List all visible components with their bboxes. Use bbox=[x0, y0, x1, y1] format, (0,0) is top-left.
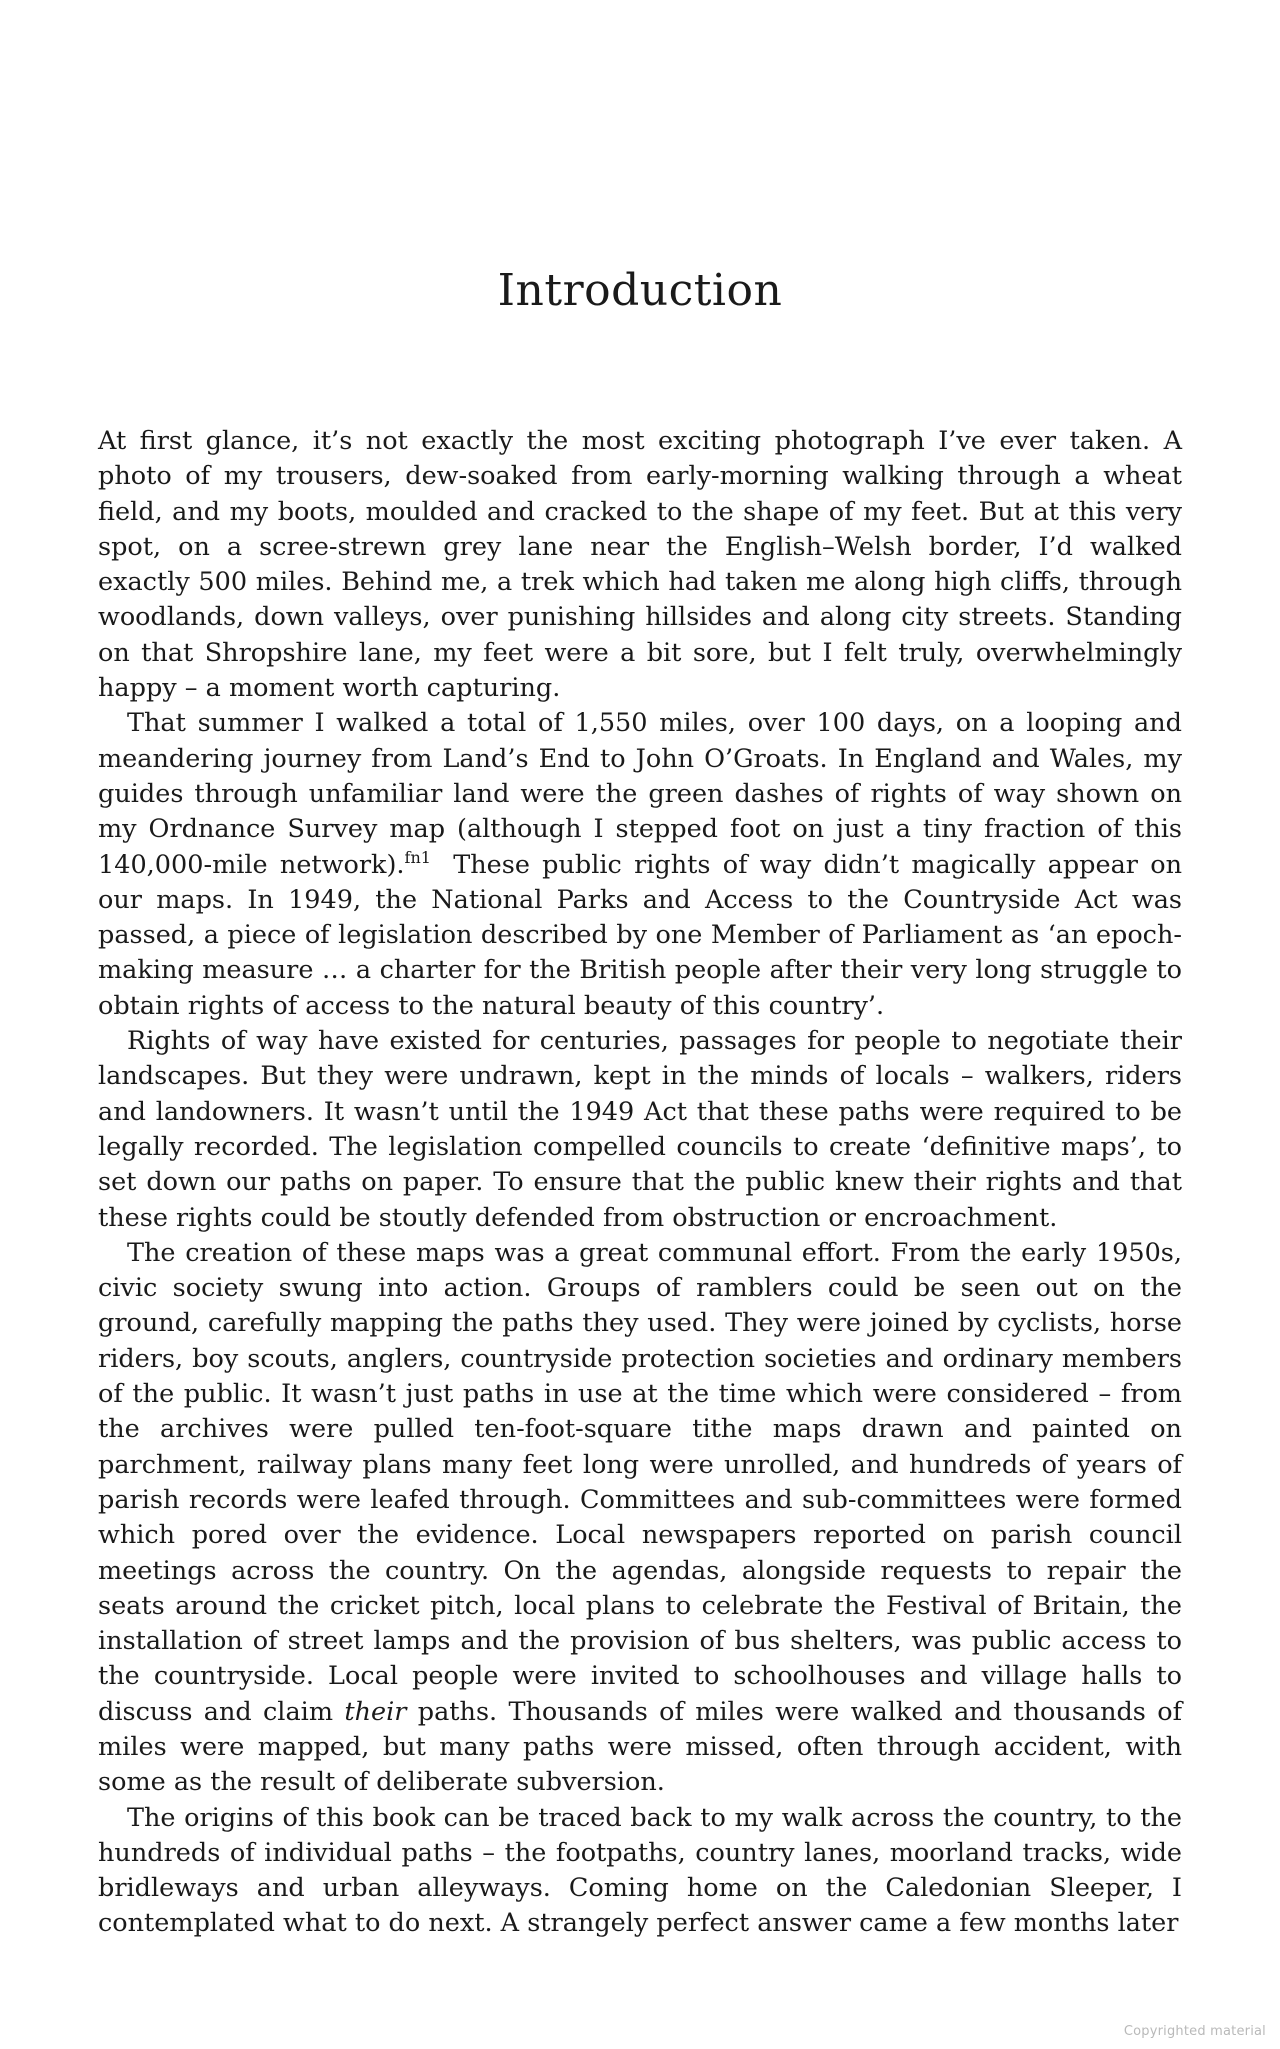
paragraph-2-text-a: That summer I walked a total of 1,550 miles, over 100 days, on a looping and meandering journey from Land’s End to John O’Groats. In England and Wales, my guides through unfamiliar land were the green dashes of rights of way shown on my Ordnance Survey map (although I stepped foot on just a tiny fraction of this 140,000-mile network). bbox=[98, 708, 1182, 880]
copyright-watermark: Copyrighted material bbox=[1123, 2024, 1266, 2039]
paragraph-3: Rights of way have existed for centuries, passages for people to negotiate their landscapes. But they were undrawn, kept in the minds of locals – walkers, riders and landowners. It wasn’t until the 1949 Act that these paths were required to be legally recorded. The legislation compelled councils to create ‘definitive maps’, to set down our paths on paper. To ensure that the public knew their rights and that these rights could be stoutly defended from obstruction or encroachment. bbox=[98, 1026, 1182, 1233]
paragraph-1: At first glance, it’s not exactly the most exciting photograph I’ve ever taken. A photo of my trousers, dew-soaked from early-morning walking through a wheat field, and my boots, moulded and cracked to the shape of my feet. But at this very spot, on a scree-strewn grey lane near the English–Welsh border, I’d walked exactly 500 miles. Behind me, a trek which had taken me along high cliffs, through woodlands, down valleys, over punishing hillsides and along city streets. Standing on that Shropshire lane, my feet were a bit sore, but I felt truly, overwhelmingly happy – a moment worth capturing. bbox=[98, 426, 1182, 704]
paragraph-4 bbox=[98, 1236, 1182, 1801]
chapter-title: Introduction bbox=[497, 265, 783, 316]
paragraph-5: The origins of this book can be traced back to my walk across the country, to the hundreds of individual paths – the footpaths, country lanes, moorland tracks, wide bridleways and urban alleyways. Coming home on the Caledonian Sleeper, I contemplated what to do next. A strangely perfect answer came a few months later bbox=[98, 1802, 1182, 1939]
paragraph-4-text-a: The creation of these maps was a great communal effort. From the early 1950s, civic society swung into action. Groups of ramblers could be seen out on the ground, carefully mapping the paths they used. They were joined by cyclists, horse riders, boy scouts, anglers, countryside protection societies and ordinary members of the public. It wasn’t just paths in use at the time which were considered – from the archives were pulled ten-foot-square tithe maps drawn and painted on parchment, railway plans many feet long were unrolled, and hundreds of years of parish records were leafed through. Committees and sub-committees were formed which pored over the evidence. Local newspapers reported on parish council meetings across the country. On the agendas, alongside requests to repair the seats around the cricket pitch, local plans to celebrate the Festival of Britain, the installation of street lamps and the provision of bus shelters, was public access to the countryside. Local people were invited to schoolhouses and village halls to discuss and claim bbox=[98, 1237, 1182, 1727]
paragraph-2-text-b: These public rights of way didn’t magically appear on our maps. In 1949, the National Parks and Access to the Countryside Act was passed, a piece of legislation described by one Member of Parliament as ‘an epoch-making measure … a charter for the British people after their very long struggle to obtain rights of access to the natural beauty of this country’. bbox=[98, 849, 1183, 1021]
body-text bbox=[98, 424, 1182, 1942]
paragraph-4-text-b: paths. Thousands of miles were walked and thousands of miles were mapped, but many paths were missed, often through accident, with some as the result of deliberate subversion. bbox=[98, 1696, 1183, 1798]
footnote-reference[interactable]: fn1 bbox=[404, 848, 431, 868]
paragraph-4-emphasis: their bbox=[344, 1696, 407, 1727]
paragraph-2 bbox=[98, 706, 1182, 1024]
